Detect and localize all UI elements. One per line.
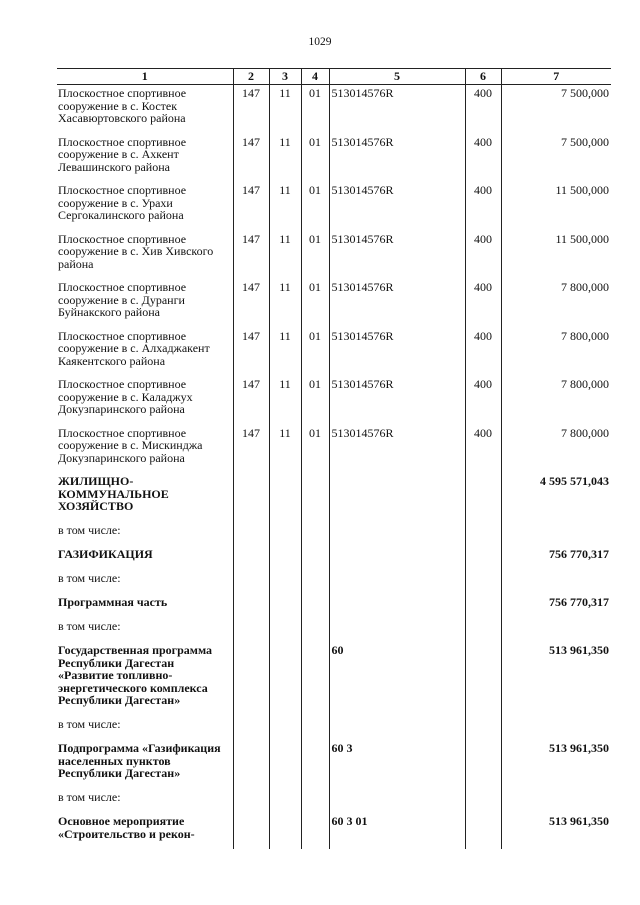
row-amount [501,618,611,643]
table-row [57,716,611,741]
table-row [57,618,611,643]
row-col-6 [465,594,501,618]
row-col-6: 400 [465,231,501,280]
row-col-2: 147 [233,182,269,231]
row-col-6: 400 [465,425,501,474]
row-col-6 [465,570,501,595]
row-name: Программная часть [57,594,233,618]
row-col-2: 147 [233,85,269,134]
row-col-4 [301,522,329,547]
budget-table [57,68,611,849]
row-name: в том числе: [57,618,233,643]
row-name: в том числе: [57,716,233,741]
row-col-6 [465,618,501,643]
row-col-3: 11 [269,425,301,474]
row-col-3: 11 [269,279,301,328]
row-col-3: 11 [269,231,301,280]
header-row [57,69,611,85]
row-col-4: 01 [301,425,329,474]
row-col-4 [301,789,329,814]
column-header: 3 [269,69,301,85]
row-name: Подпрограмма «Газификация населенных пунктов Республики Дагестан» [57,740,233,789]
row-col-6: 400 [465,182,501,231]
row-name: в том числе: [57,789,233,814]
row-col-4: 01 [301,231,329,280]
row-col-5: 60 3 [329,740,465,789]
row-col-3 [269,570,301,595]
row-col-5: 513014576R [329,134,465,183]
row-col-5: 513014576R [329,85,465,134]
row-col-4 [301,642,329,716]
row-col-2 [233,740,269,789]
row-amount: 513 961,350 [501,813,611,849]
row-amount: 7 800,000 [501,328,611,377]
row-amount: 7 500,000 [501,134,611,183]
row-col-4 [301,546,329,570]
row-amount [501,716,611,741]
row-col-2 [233,594,269,618]
table-row [57,789,611,814]
page-number: 1029 [308,36,332,48]
row-col-6 [465,546,501,570]
table-body [57,85,611,850]
row-col-5 [329,522,465,547]
table-row [57,546,611,570]
table-row [57,740,611,789]
row-col-4 [301,618,329,643]
column-header: 2 [233,69,269,85]
row-col-5: 60 3 01 [329,813,465,849]
row-col-4: 01 [301,279,329,328]
row-amount: 7 800,000 [501,376,611,425]
row-name: Плоскостное спортивное сооружение в с. Ахкент Левашинского района [57,134,233,183]
row-col-5 [329,570,465,595]
row-col-5: 513014576R [329,425,465,474]
table-row [57,231,611,280]
row-name: Плоскостное спортивное сооружение в с. Мискинджа Докузпаринского района [57,425,233,474]
row-col-3 [269,618,301,643]
table-row [57,813,611,849]
row-name: в том числе: [57,522,233,547]
row-amount: 4 595 571,043 [501,473,611,522]
row-col-4: 01 [301,85,329,134]
row-col-6: 400 [465,279,501,328]
row-col-2: 147 [233,231,269,280]
row-name: Плоскостное спортивное сооружение в с. Костек Хасавюртовского района [57,85,233,134]
row-col-6: 400 [465,328,501,377]
row-amount: 7 800,000 [501,279,611,328]
row-col-4 [301,813,329,849]
row-col-2: 147 [233,425,269,474]
row-col-4: 01 [301,182,329,231]
row-col-6 [465,716,501,741]
row-col-3 [269,789,301,814]
row-name: Основное мероприятие «Строительство и рекон- [57,813,233,849]
row-name: Плоскостное спортивное сооружение в с. Каладжух Докузпаринского района [57,376,233,425]
column-header: 5 [329,69,465,85]
row-amount [501,522,611,547]
row-col-2 [233,813,269,849]
table-row [57,594,611,618]
row-col-2 [233,618,269,643]
row-col-5 [329,473,465,522]
row-name: ЖИЛИЩНО-КОММУНАЛЬНОЕ ХОЗЯЙСТВО [57,473,233,522]
row-col-4 [301,570,329,595]
row-col-3 [269,546,301,570]
column-header: 6 [465,69,501,85]
row-col-3 [269,522,301,547]
row-col-3 [269,813,301,849]
table-row [57,279,611,328]
row-col-5: 513014576R [329,376,465,425]
table-row [57,376,611,425]
row-col-5: 513014576R [329,182,465,231]
row-col-2: 147 [233,134,269,183]
row-amount: 513 961,350 [501,642,611,716]
table-row [57,328,611,377]
row-col-5: 513014576R [329,231,465,280]
row-col-2: 147 [233,328,269,377]
row-col-5 [329,594,465,618]
row-col-3 [269,740,301,789]
row-col-5 [329,618,465,643]
row-col-6: 400 [465,85,501,134]
row-col-3: 11 [269,328,301,377]
row-col-4: 01 [301,328,329,377]
row-col-2 [233,546,269,570]
row-col-5 [329,716,465,741]
row-name: Государственная программа Республики Дагестан «Развитие топливно-энергетического комплекса Республики Дагестан» [57,642,233,716]
row-col-3 [269,716,301,741]
row-amount: 7 500,000 [501,85,611,134]
row-col-6: 400 [465,134,501,183]
row-col-2 [233,570,269,595]
table-row [57,522,611,547]
row-col-6 [465,789,501,814]
table-row [57,570,611,595]
row-amount: 11 500,000 [501,182,611,231]
row-col-2 [233,522,269,547]
column-header: 4 [301,69,329,85]
row-amount: 11 500,000 [501,231,611,280]
row-col-3: 11 [269,134,301,183]
row-col-5 [329,789,465,814]
row-col-4 [301,594,329,618]
table-row [57,134,611,183]
row-col-6 [465,473,501,522]
table-row [57,425,611,474]
row-col-2: 147 [233,279,269,328]
row-col-6: 400 [465,376,501,425]
row-col-6 [465,740,501,789]
row-amount [501,570,611,595]
table-row [57,642,611,716]
row-col-4: 01 [301,376,329,425]
row-col-4 [301,716,329,741]
row-amount: 513 961,350 [501,740,611,789]
row-col-6 [465,642,501,716]
row-col-2 [233,642,269,716]
row-col-5: 513014576R [329,328,465,377]
row-col-2 [233,473,269,522]
row-col-5 [329,546,465,570]
column-header: 7 [501,69,611,85]
row-amount: 756 770,317 [501,594,611,618]
row-col-3 [269,642,301,716]
row-col-4 [301,740,329,789]
row-col-3 [269,594,301,618]
row-col-2 [233,789,269,814]
row-name: в том числе: [57,570,233,595]
row-col-3: 11 [269,376,301,425]
row-name: Плоскостное спортивное сооружение в с. Алхаджакент Каякентского района [57,328,233,377]
row-name: Плоскостное спортивное сооружение в с. Урахи Сергокалинского района [57,182,233,231]
row-name: Плоскостное спортивное сооружение в с. Дуранги Буйнакского района [57,279,233,328]
row-col-2 [233,716,269,741]
row-col-4: 01 [301,134,329,183]
row-amount [501,789,611,814]
row-col-5: 513014576R [329,279,465,328]
table-row [57,85,611,134]
row-col-4 [301,473,329,522]
row-col-6 [465,522,501,547]
row-col-5: 60 [329,642,465,716]
row-col-6 [465,813,501,849]
table-row [57,182,611,231]
row-amount: 7 800,000 [501,425,611,474]
table-row [57,473,611,522]
row-name: Плоскостное спортивное сооружение в с. Хив Хивского района [57,231,233,280]
row-col-3: 11 [269,85,301,134]
column-header: 1 [57,69,233,85]
row-col-2: 147 [233,376,269,425]
row-col-3: 11 [269,182,301,231]
row-col-3 [269,473,301,522]
row-amount: 756 770,317 [501,546,611,570]
row-name: ГАЗИФИКАЦИЯ [57,546,233,570]
